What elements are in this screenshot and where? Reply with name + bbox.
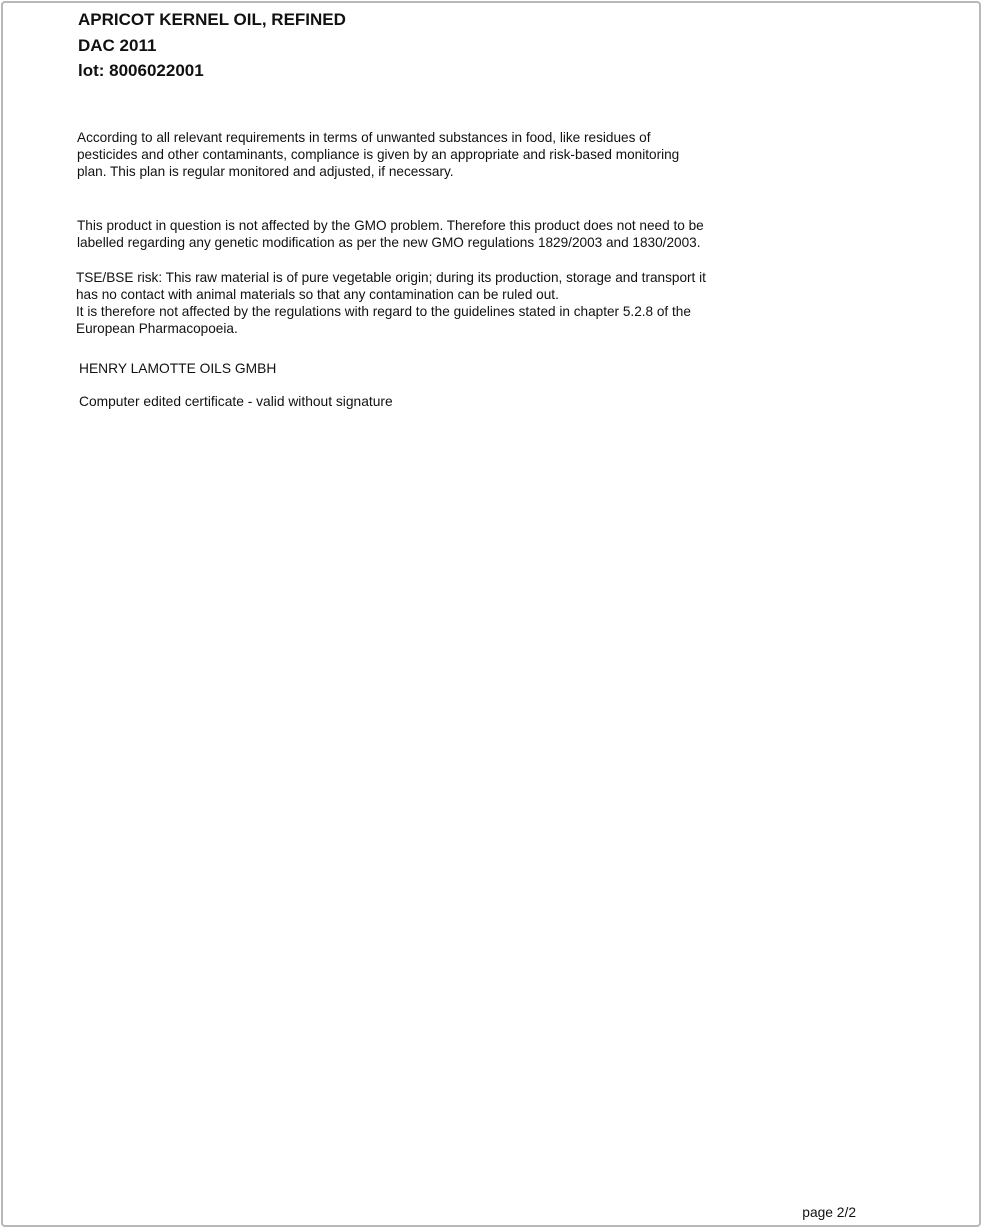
paragraph-line: According to all relevant requirements in terms of unwanted substances in food, like residues of: [77, 130, 651, 145]
certificate-note: Computer edited certificate - valid without signature: [79, 394, 393, 409]
paragraph-line: This product in question is not affected by the GMO problem. Therefore this product does not need to be: [77, 218, 704, 233]
paragraph-line: It is therefore not affected by the regulations with regard to the guidelines stated in chapter 5.2.8 of the: [76, 304, 691, 320]
document-page: [1, 1, 981, 1227]
page-number: page 2/2: [802, 1205, 856, 1220]
company-name: HENRY LAMOTTE OILS GMBH: [79, 361, 277, 376]
tse-bse-paragraph: [76, 269, 706, 337]
paragraph-line: pesticides and other contaminants, compliance is given by an appropriate and risk-based monitoring: [77, 147, 680, 163]
paragraph-line: European Pharmacopoeia.: [76, 321, 238, 337]
document-header: [78, 7, 346, 84]
paragraph-line: has no contact with animal materials so that any contamination can be ruled out.: [76, 287, 559, 303]
paragraph-line: TSE/BSE risk: This raw material is of pure vegetable origin; during its production, storage and transport it: [76, 270, 706, 285]
paragraph-line: labelled regarding any genetic modification as per the new GMO regulations 1829/2003 and 1830/2003.: [77, 235, 701, 251]
standard-reference: DAC 2011: [78, 35, 157, 55]
lot-number: lot: 8006022001: [78, 61, 204, 80]
paragraph-line: plan. This plan is regular monitored and adjusted, if necessary.: [77, 164, 454, 180]
product-name: APRICOT KERNEL OIL, REFINED: [78, 10, 346, 29]
gmo-paragraph: [77, 217, 704, 251]
contaminants-paragraph: [77, 129, 679, 180]
